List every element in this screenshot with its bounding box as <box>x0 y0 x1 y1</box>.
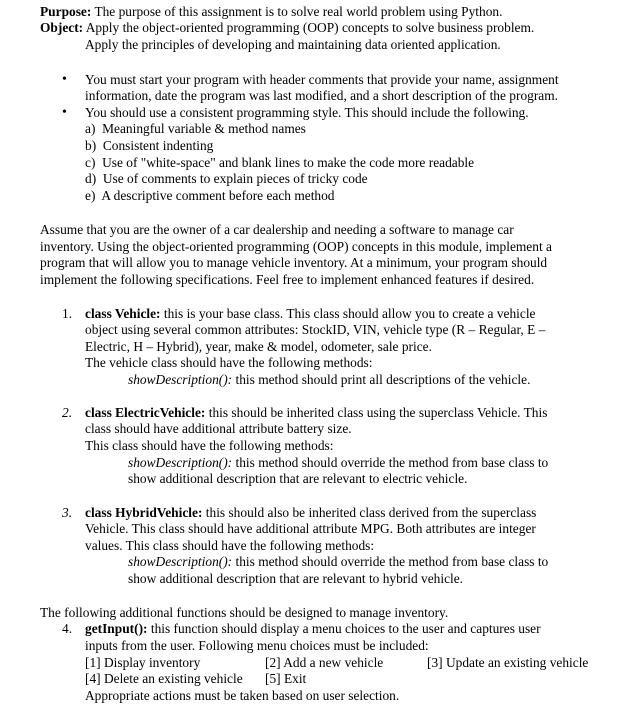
intro-line-3: program that will allow you to manage vehicle inventory. At a minimum, your program should <box>40 255 548 270</box>
item-title: class HybridVehicle: <box>85 505 203 520</box>
menu-choice: [1] Display inventory <box>85 655 201 670</box>
item-2-method <box>128 455 548 471</box>
item-1-line-2: object using several common attributes: StockID, VIN, vehicle type (R – Regular, E – <box>85 322 546 337</box>
style-item-text: Use of comments to explain pieces of tricky code <box>102 171 368 186</box>
item-text: this should be inherited class using the superclass Vehicle. This <box>208 405 548 420</box>
item-number-text: 2. <box>62 405 73 420</box>
item-number-text: 3. <box>62 505 73 520</box>
style-item-text: Meaningful variable & method names <box>102 121 306 136</box>
bullet-1-line-1: You must start your program with header comments that provide your name, assignment <box>85 72 559 87</box>
method-name: showDescription(): <box>128 372 233 387</box>
method-desc: this method should override the method from base class to <box>235 554 549 569</box>
intro-line-4: implement the following specifications. Feel free to implement enhanced features if desired. <box>40 272 535 287</box>
bullet-2-line-1: You should use a consistent programming style. This should include the following. <box>85 105 529 120</box>
item-2-line-2: class should have additional attribute battery size. <box>85 421 352 436</box>
style-item <box>85 155 474 171</box>
style-item-text: A descriptive comment before each method <box>101 188 335 203</box>
item-3-line-3: values. This class should have the following methods: <box>85 538 375 553</box>
item-number <box>62 405 72 421</box>
style-item-marker: e) <box>85 188 96 203</box>
item-number: 1. <box>62 306 73 321</box>
intro-line-2: inventory. Using the object-oriented programming (OOP) concepts in this module, implement a <box>40 239 552 254</box>
item-1-line-4: The vehicle class should have the following methods: <box>85 355 373 370</box>
item-1-line-1 <box>85 306 536 322</box>
method-name: showDescription(): <box>128 455 233 470</box>
item-1-line-3: Electric, H – Hybrid), year, make & model, odometer, sale price. <box>85 339 432 354</box>
menu-choice: [4] Delete an existing vehicle <box>85 671 243 686</box>
object-line-2: Apply the principles of developing and maintaining data oriented application. <box>85 37 501 52</box>
item-3-line-2: Vehicle. This class should have additional attribute MPG. Both attributes are integer <box>85 521 536 536</box>
style-item <box>85 138 213 154</box>
intro-line-1: Assume that you are the owner of a car dealership and needing a software to manage car <box>40 222 514 237</box>
style-item-marker: b) <box>85 138 97 153</box>
function-line-1 <box>85 621 541 637</box>
item-1-method <box>128 372 530 388</box>
style-item-text: Use of "white-space" and blank lines to make the code more readable <box>102 155 475 170</box>
function-line-2: inputs from the user. Following menu choices must be included: <box>85 638 429 653</box>
item-text: this should also be inherited class derived from the superclass <box>205 505 537 520</box>
item-text: this is your base class. This class should allow you to create a vehicle <box>163 306 536 321</box>
style-item-text: Consistent indenting <box>102 138 214 153</box>
function-title: getInput(): <box>85 621 148 636</box>
functions-intro: The following additional functions should be designed to manage inventory. <box>40 605 449 620</box>
menu-choice: [2] Add a new vehicle <box>265 655 384 670</box>
style-item-marker: c) <box>85 155 96 170</box>
item-title: class ElectricVehicle: <box>85 405 206 420</box>
method-desc: this method should override the method from base class to <box>235 455 549 470</box>
item-2-line-3: This class should have the following methods: <box>85 438 334 453</box>
style-item <box>85 121 306 137</box>
method-name: showDescription(): <box>128 554 233 569</box>
object-line <box>40 20 534 36</box>
purpose-label: Purpose: <box>40 4 92 19</box>
bullet-icon: • <box>62 105 67 120</box>
object-text: Apply the object-oriented programming (OOP) concepts to solve business problem. <box>85 20 535 35</box>
function-closing: Appropriate actions must be taken based on user selection. <box>85 688 400 703</box>
style-item <box>85 188 335 204</box>
style-item-marker: d) <box>85 171 97 186</box>
item-3-method-desc-2: show additional description that are relevant to hybrid vehicle. <box>128 571 464 586</box>
bullet-icon: • <box>62 72 67 87</box>
function-text: this function should display a menu choices to the user and captures user <box>150 621 541 636</box>
purpose-line <box>40 4 502 20</box>
style-item <box>85 171 368 187</box>
menu-choice: [5] Exit <box>265 671 307 686</box>
style-item-marker: a) <box>85 121 96 136</box>
item-number <box>62 505 72 521</box>
purpose-text: The purpose of this assignment is to solve real world problem using Python. <box>94 4 503 19</box>
menu-choice: [3] Update an existing vehicle <box>427 655 589 670</box>
object-label: Object: <box>40 20 84 35</box>
item-number: 4. <box>62 621 73 636</box>
item-title: class Vehicle: <box>85 306 161 321</box>
bullet-1-line-2: information, date the program was last modified, and a short description of the program. <box>85 88 559 103</box>
item-3-method <box>128 554 548 570</box>
item-2-method-desc-2: show additional description that are relevant to electric vehicle. <box>128 471 468 486</box>
item-3-line-1 <box>85 505 536 521</box>
item-2-line-1 <box>85 405 547 421</box>
method-desc: this method should print all descriptions of the vehicle. <box>235 372 531 387</box>
